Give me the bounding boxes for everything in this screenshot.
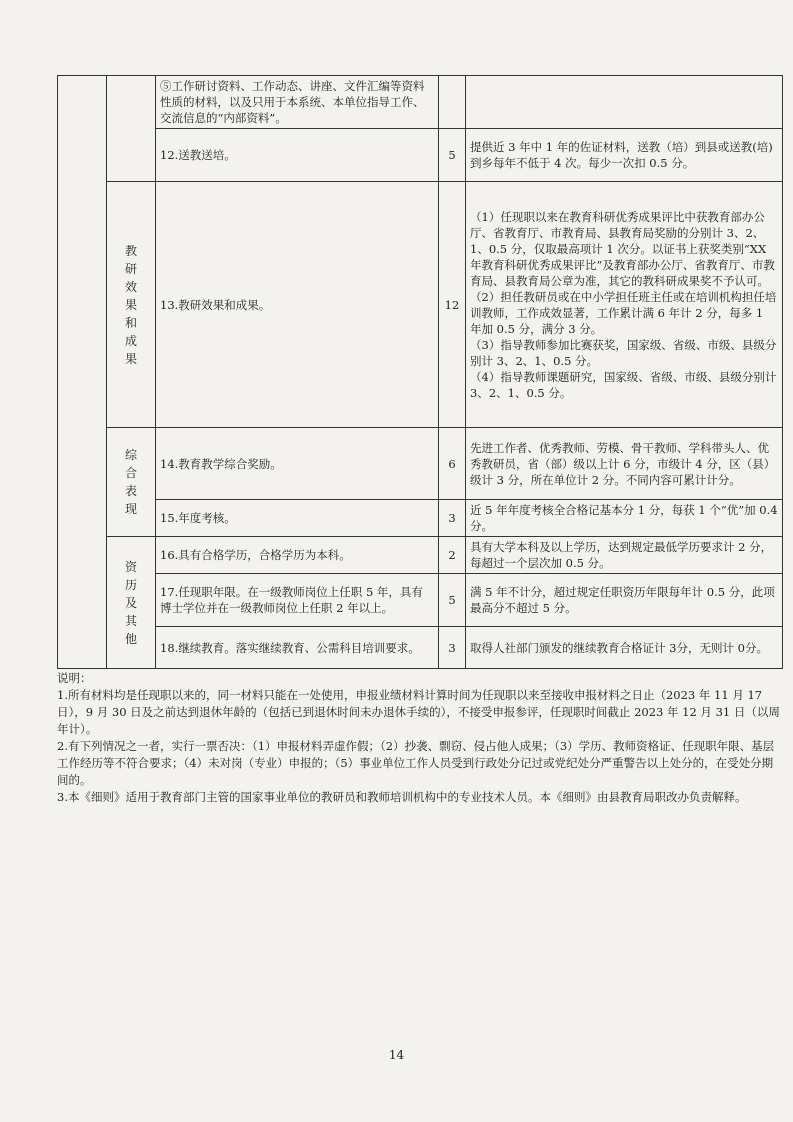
standard-cell (466, 537, 783, 574)
item-text: 15.年度考核。 (160, 511, 236, 525)
note-item: 3.本《细则》适用于教育部门主管的国家事业单位的教研员和教师培训机构中的专业技术人员。本《细则》由县教育局职改办负责解释。 (57, 790, 747, 804)
score-cell: 3 (439, 627, 466, 669)
score-cell: 5 (439, 574, 466, 627)
item-cell (156, 428, 439, 500)
category-label: 资历及其他 (124, 559, 137, 646)
note-item: 2.有下列情况之一者，实行一票否决：（1）申报材料弄虚作假；（2）抄袭、剽窃、侵占他人成果；（3）学历、教师资格证、任现职年限、基层工作经历等不符合要求；（4）未对岗（专业）申报的；（5）事业单位工作人员受到行政处分记过或党纪处分严重警告以上处分的，在受处分期间的。 (57, 739, 775, 787)
item-cell (156, 76, 439, 129)
category-cell (107, 182, 156, 428)
scoring-table (57, 75, 783, 669)
score-cell (439, 76, 466, 129)
standard-cell (466, 627, 783, 669)
score-cell: 6 (439, 428, 466, 500)
standard-text: 先进工作者、优秀教师、劳模、骨干教师、学科带头人、优秀教研员，省（部）级以上计 6 分，市级计 4 分，区（县）级计 3 分，所在单位计 2 分。不同内容可累计计分。 (470, 440, 776, 487)
item-text: 14.教育教学综合奖励。 (160, 456, 282, 471)
score-cell: 12 (439, 182, 466, 428)
standard-text: （1）任现职以来在教育科研优秀成果评比中获教育部办公厅、省教育厅、市教育局、县教育局奖励的分别计 3、2、1、0.5 分，仅取最高项计 1 次分。以证书上获奖类别“XX 年教育科研优秀成果评比”及教育部办公厅、省教育厅、市教育局、县教育局公章为准，其它的教科研成果奖不予认可。 (470, 209, 775, 288)
standard-cell (466, 76, 783, 129)
category-label: 教研效果和成果 (124, 243, 137, 366)
category-label: 综合表现 (124, 448, 137, 516)
standard-cell (466, 182, 783, 428)
item-text: 12.送教送培。 (160, 148, 236, 162)
standard-cell (466, 500, 783, 537)
table-row (58, 76, 783, 129)
note-item: 1.所有材料均是任现职以来的，同一材料只能在一处使用，申报业绩材料计算时间为任现职以来至接收申报材料之日止（2023 年 11 月 17 日），9 月 30 日及之前达到退休年龄的（包括已到退休时间未办退休手续的），不接受申报参评，任现职时间截止 2023 年 12 月 31 日（以周年计）。 (57, 688, 780, 736)
item-text: 18.继续教育。落实继续教育、公需科目培训要求。 (160, 640, 420, 655)
item-text: 17.任现职年限。在一级教师岗位上任职 5 年，具有博士学位并在一级教师岗位上任职 2 年以上。 (160, 585, 423, 615)
item-text: 16.具有合格学历，合格学历为本科。 (160, 548, 351, 562)
item-cell (156, 500, 439, 537)
table-row (58, 574, 783, 627)
table-row (58, 537, 783, 574)
table-row (58, 627, 783, 669)
item-text: ⑤工作研讨资料、工作动态、讲座、文件汇编等资料性质的材料，以及只用于本系统、本单位指导工作、交流信息的“内部资料”。 (160, 79, 425, 125)
notes-title: 说明： (57, 671, 92, 685)
item-text: 13.教研效果和成果。 (160, 297, 271, 312)
item-cell (156, 182, 439, 428)
category-cell (107, 537, 156, 669)
page-number: 14 (388, 1048, 405, 1062)
standard-cell (466, 428, 783, 500)
standard-text: 满 5 年不计分，超过规定任职资历年限每年计 0.5 分，此项最高分不超过 5 分。 (470, 585, 775, 615)
standard-text: 具有大学本科及以上学历，达到规定最低学历要求计 2 分，每超过一个层次加 0.5 分。 (470, 540, 773, 570)
notes-section (57, 670, 783, 806)
standard-text: 近 5 年年度考核全合格记基本分 1 分，每获 1 个“优”加 0.4 分。 (470, 503, 778, 533)
score-cell: 3 (439, 500, 466, 537)
table-row (58, 182, 783, 428)
item-cell (156, 574, 439, 627)
item-cell (156, 537, 439, 574)
standard-cell (466, 129, 783, 182)
outer-category-cell (58, 76, 107, 669)
standard-text: 提供近 3 年中 1 年的佐证材料，送教（培）到县或送教(培)到乡每年不低于 4 次。每少一次扣 0.5 分。 (470, 140, 773, 170)
item-cell (156, 129, 439, 182)
score-cell: 2 (439, 537, 466, 574)
standard-text: （2）担任教研员或在中小学担任班主任或在培训机构担任培训教师，工作成效显著，工作累计满 6 年计 2 分，每多 1 年加 0.5 分，满分 3 分。 (470, 289, 777, 336)
table-row (58, 500, 783, 537)
standard-cell (466, 574, 783, 627)
category-cell (107, 76, 156, 182)
score-cell: 5 (439, 129, 466, 182)
standard-text: 取得人社部门颁发的继续教育合格证计 3分，无则计 0分。 (470, 640, 768, 655)
standard-text: （3）指导教师参加比赛获奖，国家级、省级、市级、县级分别计 3、2、1、0.5 分。 (470, 337, 777, 368)
table-row (58, 428, 783, 500)
table-row (58, 129, 783, 182)
standard-text: （4）指导教师课题研究，国家级、省级、市级、县级分别计 3、2、1、0.5 分。 (470, 369, 777, 400)
item-cell (156, 627, 439, 669)
category-cell (107, 428, 156, 537)
